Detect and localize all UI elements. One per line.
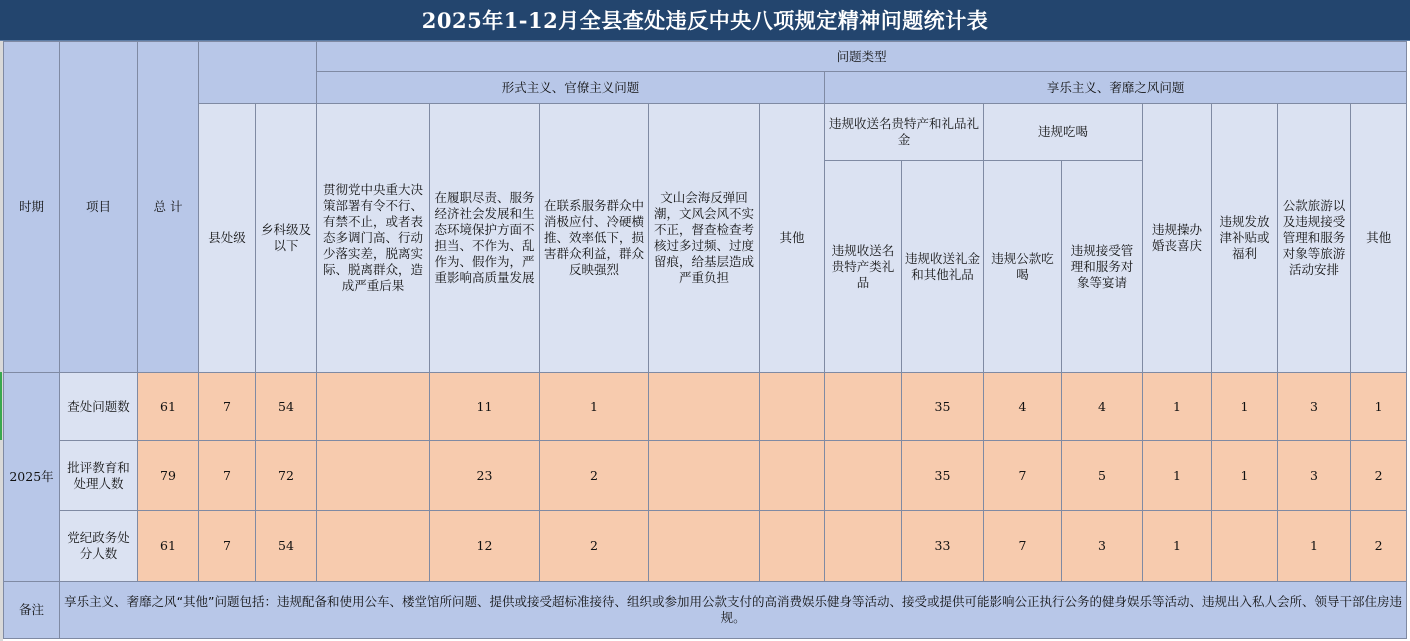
cell-h2[interactable]: 35 (902, 441, 984, 511)
note-row (4, 582, 1407, 639)
header-formalism-3[interactable]: 在联系服务群众中消极应付、冷硬横推、效率低下，损害群众利益，群众反映强烈 (540, 104, 649, 373)
header-hedonism-other[interactable]: 其他 (1351, 104, 1407, 373)
cell-f4[interactable] (649, 441, 760, 511)
row-label[interactable]: 党纪政务处分人数 (60, 511, 138, 582)
cell-h5[interactable]: 1 (1143, 373, 1212, 441)
cell-township[interactable]: 54 (256, 373, 317, 441)
header-county-level[interactable]: 县处级 (199, 104, 256, 373)
cell-h-other[interactable]: 2 (1351, 511, 1407, 582)
cell-f-other[interactable] (760, 373, 825, 441)
table-title: 2025年1-12月全县查处违反中央八项规定精神问题统计表 (0, 0, 1410, 41)
header-hedonism-2[interactable]: 违规收送礼金和其他礼品 (902, 161, 984, 373)
cell-f2[interactable]: 11 (430, 373, 540, 441)
cell-f4[interactable] (649, 373, 760, 441)
cell-h6[interactable]: 1 (1212, 373, 1278, 441)
cell-county[interactable]: 7 (199, 511, 256, 582)
cell-h4[interactable]: 3 (1062, 511, 1143, 582)
header-dining-group[interactable]: 违规吃喝 (984, 104, 1143, 161)
header-period[interactable]: 时期 (4, 42, 60, 373)
cell-f2[interactable]: 23 (430, 441, 540, 511)
cell-h1[interactable] (825, 511, 902, 582)
cell-f3[interactable]: 1 (540, 373, 649, 441)
cell-f3[interactable]: 2 (540, 511, 649, 582)
cell-h3[interactable]: 7 (984, 441, 1062, 511)
cell-h1[interactable] (825, 373, 902, 441)
table-row (4, 373, 1407, 441)
cell-total[interactable]: 79 (138, 441, 199, 511)
cell-f1[interactable] (317, 511, 430, 582)
cell-county[interactable]: 7 (199, 441, 256, 511)
cell-f3[interactable]: 2 (540, 441, 649, 511)
header-total[interactable]: 总 计 (138, 42, 199, 373)
cell-h5[interactable]: 1 (1143, 441, 1212, 511)
cell-h2[interactable]: 33 (902, 511, 984, 582)
table-row (4, 511, 1407, 582)
header-hedonism-5[interactable]: 违规操办婚丧喜庆 (1143, 104, 1212, 373)
header-level-group[interactable] (199, 42, 317, 104)
header-hedonism[interactable]: 享乐主义、奢靡之风问题 (825, 72, 1407, 104)
header-hedonism-3[interactable]: 违规公款吃喝 (984, 161, 1062, 373)
cell-h4[interactable]: 4 (1062, 373, 1143, 441)
note-text[interactable]: 享乐主义、奢靡之风“其他”问题包括：违规配备和使用公车、楼堂馆所问题、提供或接受超标准接待、组织或参加用公款支付的高消费娱乐健身等活动、接受或提供可能影响公正执行公务的健身娱乐等活动、违规出入私人会所、领导干部住房违规。 (60, 582, 1407, 639)
statistics-table (3, 41, 1407, 639)
cell-township[interactable]: 72 (256, 441, 317, 511)
cell-h-other[interactable]: 1 (1351, 373, 1407, 441)
cell-h7[interactable]: 3 (1278, 441, 1351, 511)
cell-total[interactable]: 61 (138, 373, 199, 441)
header-gift-group[interactable]: 违规收送名贵特产和礼品礼金 (825, 104, 984, 161)
cell-county[interactable]: 7 (199, 373, 256, 441)
row-label[interactable]: 批评教育和处理人数 (60, 441, 138, 511)
header-hedonism-1[interactable]: 违规收送名贵特产类礼品 (825, 161, 902, 373)
cell-h-other[interactable]: 2 (1351, 441, 1407, 511)
cell-h5[interactable]: 1 (1143, 511, 1212, 582)
cell-h7[interactable]: 1 (1278, 511, 1351, 582)
header-problem-type[interactable]: 问题类型 (317, 42, 1407, 72)
cell-h3[interactable]: 4 (984, 373, 1062, 441)
cell-h7[interactable]: 3 (1278, 373, 1351, 441)
cell-h4[interactable]: 5 (1062, 441, 1143, 511)
cell-h3[interactable]: 7 (984, 511, 1062, 582)
row-label[interactable]: 查处问题数 (60, 373, 138, 441)
header-hedonism-6[interactable]: 违规发放津补贴或福利 (1212, 104, 1278, 373)
cell-f1[interactable] (317, 373, 430, 441)
cell-h2[interactable]: 35 (902, 373, 984, 441)
header-hedonism-4[interactable]: 违规接受管理和服务对象等宴请 (1062, 161, 1143, 373)
header-formalism-2[interactable]: 在履职尽责、服务经济社会发展和生态环境保护方面不担当、不作为、乱作为、假作为，严重影响高质量发展 (430, 104, 540, 373)
cell-h6[interactable] (1212, 511, 1278, 582)
cell-f4[interactable] (649, 511, 760, 582)
header-row-3 (4, 104, 1407, 161)
cell-f1[interactable] (317, 441, 430, 511)
period-cell[interactable]: 2025年 (4, 373, 60, 582)
selected-row-indicator (0, 372, 2, 440)
cell-h6[interactable]: 1 (1212, 441, 1278, 511)
header-formalism-1[interactable]: 贯彻党中央重大决策部署有令不行、有禁不止，或者表态多调门高、行动少落实差，脱离实际、脱离群众，造成严重后果 (317, 104, 430, 373)
note-label[interactable]: 备注 (4, 582, 60, 639)
table-row (4, 441, 1407, 511)
header-row-1 (4, 42, 1407, 72)
cell-f-other[interactable] (760, 511, 825, 582)
header-formalism-other[interactable]: 其他 (760, 104, 825, 373)
header-township-level[interactable]: 乡科级及以下 (256, 104, 317, 373)
cell-h1[interactable] (825, 441, 902, 511)
cell-total[interactable]: 61 (138, 511, 199, 582)
header-formalism-4[interactable]: 文山会海反弹回潮，文风会风不实不正，督查检查考核过多过频、过度留痕，给基层造成严重负担 (649, 104, 760, 373)
header-hedonism-7[interactable]: 公款旅游以及违规接受管理和服务对象等旅游活动安排 (1278, 104, 1351, 373)
header-formalism[interactable]: 形式主义、官僚主义问题 (317, 72, 825, 104)
cell-f-other[interactable] (760, 441, 825, 511)
header-item[interactable]: 项目 (60, 42, 138, 373)
cell-f2[interactable]: 12 (430, 511, 540, 582)
cell-township[interactable]: 54 (256, 511, 317, 582)
